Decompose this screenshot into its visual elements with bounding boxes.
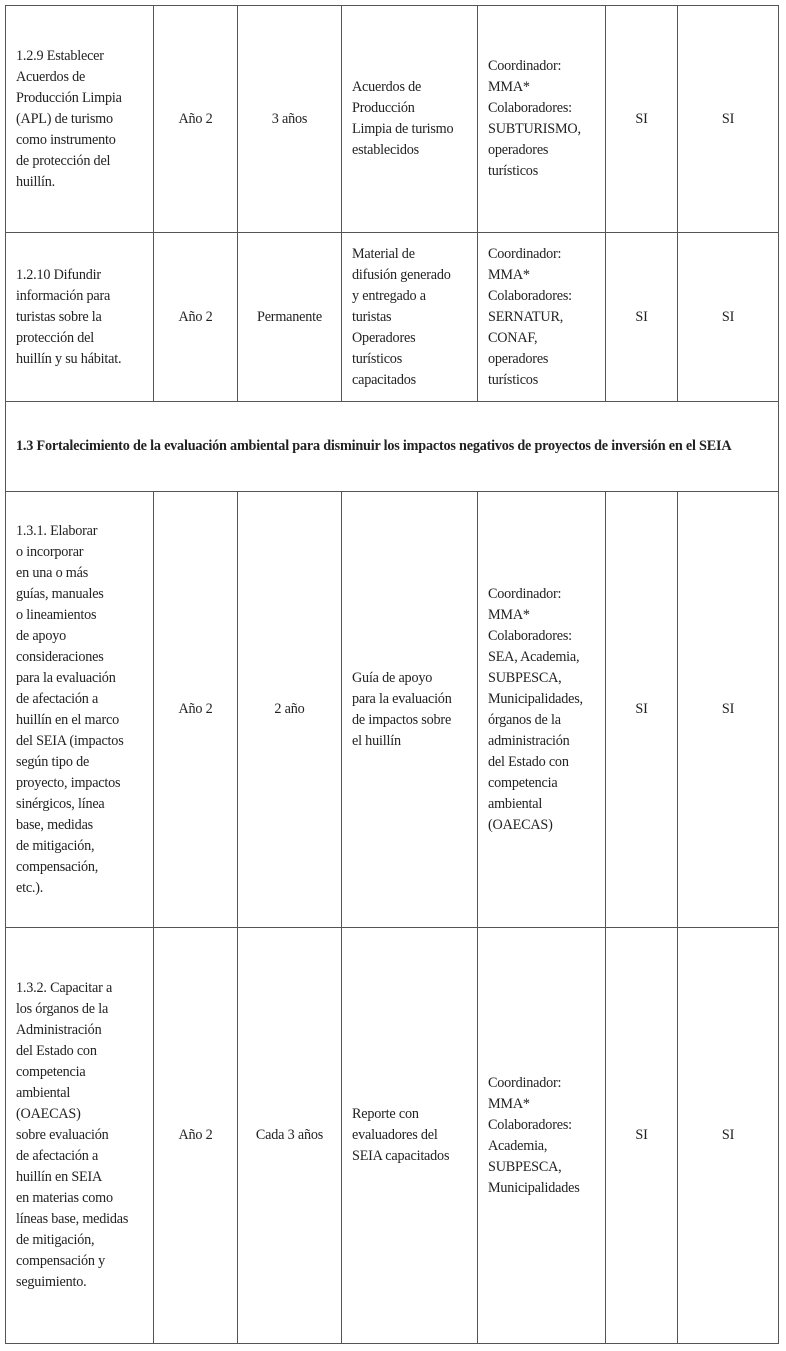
duration-cell: Permanente [238,233,342,402]
table-row [6,928,779,1344]
col6-cell: SI [606,492,678,928]
section-header-row [6,402,779,492]
start-cell: Año 2 [154,6,238,233]
indicator-cell: Acuerdos de Producción Limpia de turismo establecidos [342,6,478,233]
col7-cell: SI [678,928,779,1344]
table-row [6,492,779,928]
responsible-cell: Coordinador: MMA* Colaboradores: SEA, Academia, SUBPESCA, Municipalidades, órganos de la administración del Estado con competencia ambiental (OAECAS) [478,492,606,928]
start-cell: Año 2 [154,928,238,1344]
table-row [6,6,779,233]
duration-cell: 3 años [238,6,342,233]
col6-cell: SI [606,928,678,1344]
responsible-cell: Coordinador: MMA* Colaboradores: SERNATUR, CONAF, operadores turísticos [478,233,606,402]
indicator-cell: Material de difusión generado y entregado a turistas Operadores turísticos capacitados [342,233,478,402]
start-cell: Año 2 [154,233,238,402]
action-cell: 1.3.2. Capacitar a los órganos de la Administración del Estado con competencia ambiental (OAECAS) sobre evaluación de afectación a huillín en SEIA en materias como líneas base, medidas de mitigación, compensación y seguimiento. [6,928,154,1344]
col7-cell: SI [678,6,779,233]
responsible-cell: Coordinador: MMA* Colaboradores: SUBTURISMO, operadores turísticos [478,6,606,233]
duration-cell: Cada 3 años [238,928,342,1344]
col6-cell: SI [606,6,678,233]
start-cell: Año 2 [154,492,238,928]
indicator-cell: Guía de apoyo para la evaluación de impactos sobre el huillín [342,492,478,928]
indicator-cell: Reporte con evaluadores del SEIA capacitados [342,928,478,1344]
duration-cell: 2 año [238,492,342,928]
responsible-cell: Coordinador: MMA* Colaboradores: Academia, SUBPESCA, Municipalidades [478,928,606,1344]
col6-cell: SI [606,233,678,402]
action-plan-table [5,5,779,1344]
table-row [6,233,779,402]
col7-cell: SI [678,492,779,928]
col7-cell: SI [678,233,779,402]
action-cell: 1.2.9 Establecer Acuerdos de Producción Limpia (APL) de turismo como instrumento de protección del huillín. [6,6,154,233]
action-cell: 1.3.1. Elaborar o incorporar en una o más guías, manuales o lineamientos de apoyo consideraciones para la evaluación de afectación a huillín en el marco del SEIA (impactos según tipo de proyecto, impactos sinérgicos, línea base, medidas de mitigación, compensación, etc.). [6,492,154,928]
section-heading: 1.3 Fortalecimiento de la evaluación ambiental para disminuir los impactos negativos de proyectos de inversión en el SEIA [6,402,779,492]
action-cell: 1.2.10 Difundir información para turistas sobre la protección del huillín y su hábitat. [6,233,154,402]
